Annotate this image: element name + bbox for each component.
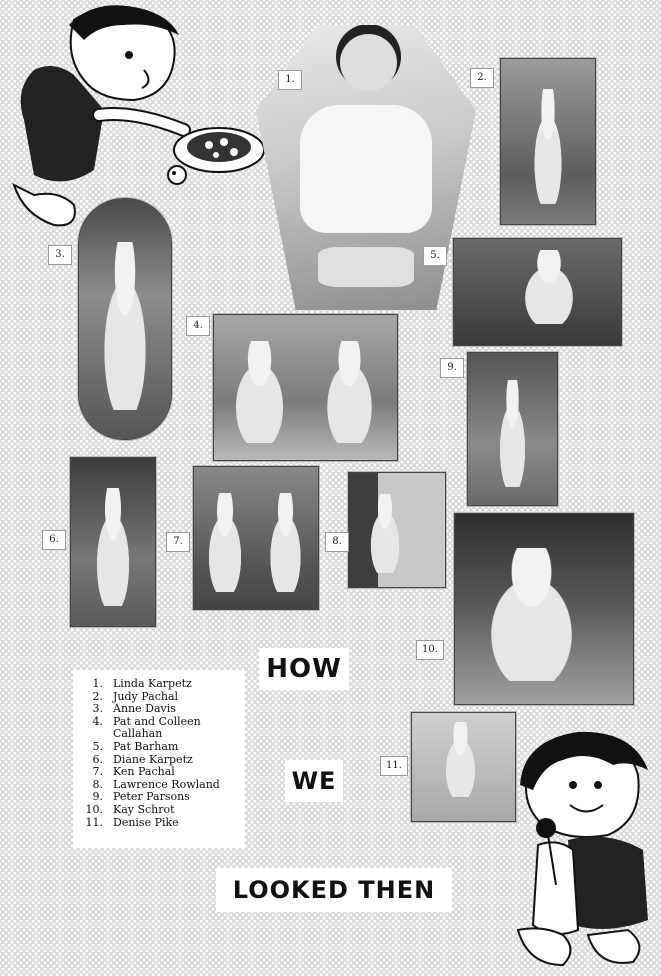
- caption-row: 2. Judy Pachal: [92, 689, 179, 703]
- photo-number-7: 7.: [166, 532, 190, 552]
- caption-row: 7. Ken Pachal: [92, 765, 175, 779]
- photo-3: [78, 198, 172, 440]
- photo-number-4: 4.: [186, 316, 210, 336]
- title-how: HOW: [259, 648, 349, 690]
- photo-4: [213, 314, 398, 461]
- photo-number-5: 5.: [423, 246, 447, 266]
- title-we: WE: [285, 760, 343, 802]
- caption-list: [73, 670, 245, 848]
- photo-2: [500, 58, 596, 225]
- photo-10: [454, 513, 634, 705]
- caption-row: 3. Anne Davis: [92, 702, 176, 716]
- caption-row: 6. Diane Karpetz: [92, 752, 193, 766]
- photo-1: [256, 25, 476, 310]
- photo-8: [348, 472, 446, 588]
- caption-row: 9. Peter Parsons: [92, 790, 190, 804]
- caption-row: Callahan: [113, 727, 163, 741]
- caption-row: 1. Linda Karpetz: [92, 677, 192, 690]
- caption-row: 8. Lawrence Rowland: [92, 777, 220, 791]
- caption-row: 10. Kay Schrot: [85, 802, 175, 816]
- title-looked-then: LOOKED THEN: [216, 868, 452, 912]
- photo-number-6: 6.: [42, 530, 66, 550]
- photo-6: [70, 457, 156, 627]
- caption-row: 5. Pat Barham: [92, 739, 179, 753]
- caption-row: 4. Pat and Colleen: [92, 714, 201, 728]
- photo-number-11: 11.: [380, 756, 408, 776]
- caption-row: 11. Denise Pike: [85, 815, 179, 829]
- caveman-with-flower-icon: [508, 730, 658, 970]
- photo-number-3: 3.: [48, 245, 72, 265]
- photo-9: [467, 352, 558, 506]
- photo-number-1: 1.: [278, 70, 302, 90]
- photo-number-9: 9.: [440, 358, 464, 378]
- photo-7: [193, 466, 319, 610]
- photo-5: [453, 238, 622, 346]
- photo-number-2: 2.: [470, 68, 494, 88]
- photo-number-10: 10.: [416, 640, 444, 660]
- photo-11: [411, 712, 516, 822]
- photo-number-8: 8.: [325, 532, 349, 552]
